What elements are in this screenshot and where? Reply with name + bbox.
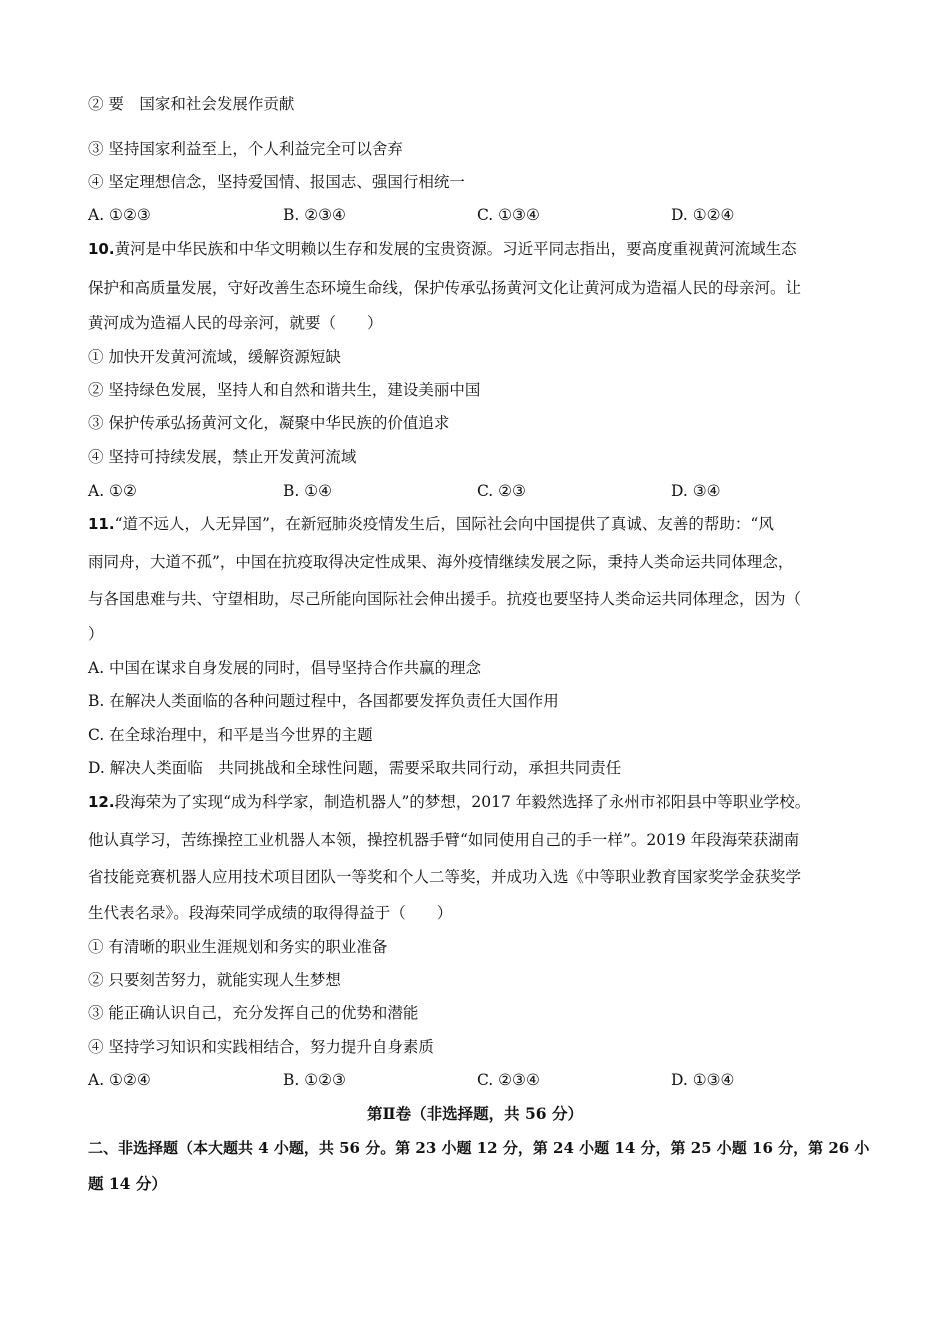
q12-stem-line-1 <box>88 792 810 812</box>
q10-stem-line-3: 黄河成为造福人民的母亲河，就要（ ） <box>88 314 383 332</box>
q10-option-c: C. ②③ <box>477 482 526 500</box>
q11-option-c: C. 在全球治理中，和平是当今世界的主题 <box>88 726 373 744</box>
q10-item-3: ③ 保护传承弘扬黄河文化，凝聚中华民族的价值追求 <box>88 414 450 432</box>
q10-options <box>88 481 868 501</box>
q11-option-b: B. 在解决人类面临的各种问题过程中，各国都要发挥负责任大国作用 <box>88 692 559 710</box>
q12-stem-line-3: 省技能竞赛机器人应用技术项目团队一等奖和个人二等奖，并成功入选《中等职业教育国家奖学金获奖学 <box>88 868 802 886</box>
q9-option-a: A. ①②③ <box>88 206 151 224</box>
q10-stem-line-1 <box>88 239 797 259</box>
q10-number: 10. <box>88 240 115 258</box>
q12-options <box>88 1070 868 1090</box>
q10-item-4: ④ 坚持可持续发展，禁止开发黄河流域 <box>88 448 357 466</box>
q12-option-a: A. ①②④ <box>88 1071 151 1089</box>
q11-stem-text-1: “道不远人，人无异国”，在新冠肺炎疫情发生后，国际社会向中国提供了真诚、友善的帮助：“风 <box>114 515 774 533</box>
q9-item-3: ③ 坚持国家利益至上，个人利益完全可以舍弃 <box>88 140 403 158</box>
q9-option-d: D. ①②④ <box>671 206 735 224</box>
q11-number: 11. <box>88 515 115 533</box>
q12-option-d: D. ①③④ <box>671 1071 735 1089</box>
q10-item-2: ② 坚持绿色发展，坚持人和自然和谐共生，建设美丽中国 <box>88 381 481 399</box>
q11-stem-line-1 <box>88 514 774 534</box>
q12-stem-text-1: 段海荣为了实现“成为科学家，制造机器人”的梦想，2017 年毅然选择了永州市祁阳县中等职业学校。 <box>114 793 811 811</box>
q9-option-b: B. ②③④ <box>283 206 346 224</box>
q10-stem-text-1: 黄河是中华民族和中华文明赖以生存和发展的宝贵资源。习近平同志指出，要高度重视黄河流域生态 <box>114 240 797 258</box>
q11-option-d: D. 解决人类面临 共同挑战和全球性问题，需要采取共同行动，承担共同责任 <box>88 759 622 777</box>
q10-item-1: ① 加快开发黄河流域，缓解资源短缺 <box>88 348 341 366</box>
q10-option-a: A. ①② <box>88 482 137 500</box>
q9-item-2: ② 要 国家和社会发展作贡献 <box>88 95 295 113</box>
q12-item-2: ② 只要刻苦努力，就能实现人生梦想 <box>88 971 341 989</box>
q12-stem-line-2: 他认真学习，苦练操控工业机器人本领，操控机器手臂“如同使用自己的手一样”。2019 年段海荣获湖南 <box>88 831 800 849</box>
section-2-title: 第Ⅱ卷（非选择题，共 56 分） <box>367 1104 583 1123</box>
section-2-heading-line-2: 题 14 分） <box>88 1174 167 1193</box>
q11-option-a: A. 中国在谋求自身发展的同时，倡导坚持合作共赢的理念 <box>88 659 482 677</box>
q12-option-c: C. ②③④ <box>477 1071 540 1089</box>
q10-option-b: B. ①④ <box>283 482 333 500</box>
q11-stem-line-3: 与各国患难与共、守望相助，尽己所能向国际社会伸出援手。抗疫也要坚持人类命运共同体理念，因为（ <box>88 590 802 608</box>
q12-item-4: ④ 坚持学习知识和实践相结合，努力提升自身素质 <box>88 1038 434 1056</box>
q11-stem-line-4: ） <box>88 625 104 643</box>
q11-stem-line-2: 雨同舟，大道不孤”，中国在抗疫取得决定性成果、海外疫情继续发展之际，秉持人类命运共同体理念， <box>88 553 794 571</box>
q12-item-3: ③ 能正确认识自己，充分发挥自己的优势和潜能 <box>88 1004 419 1022</box>
q9-option-c: C. ①③④ <box>477 206 540 224</box>
q10-option-d: D. ③④ <box>671 482 721 500</box>
q12-stem-line-4: 生代表名录》。段海荣同学成绩的取得得益于（ ） <box>88 904 453 922</box>
q9-item-4: ④ 坚定理想信念，坚持爱国情、报国志、强国行相统一 <box>88 173 465 191</box>
q10-stem-line-2: 保护和高质量发展，守好改善生态环境生命线，保护传承弘扬黄河文化让黄河成为造福人民的母亲河。让 <box>88 279 802 297</box>
q12-number: 12. <box>88 793 115 811</box>
q12-option-b: B. ①②③ <box>283 1071 346 1089</box>
q9-options <box>88 205 868 225</box>
q12-item-1: ① 有清晰的职业生涯规划和务实的职业准备 <box>88 938 388 956</box>
section-2-heading-line-1: 二、非选择题（本大题共 4 小题，共 56 分。第 23 小题 12 分，第 24 小题 14 分，第 25 小题 16 分，第 26 小 <box>88 1139 870 1157</box>
